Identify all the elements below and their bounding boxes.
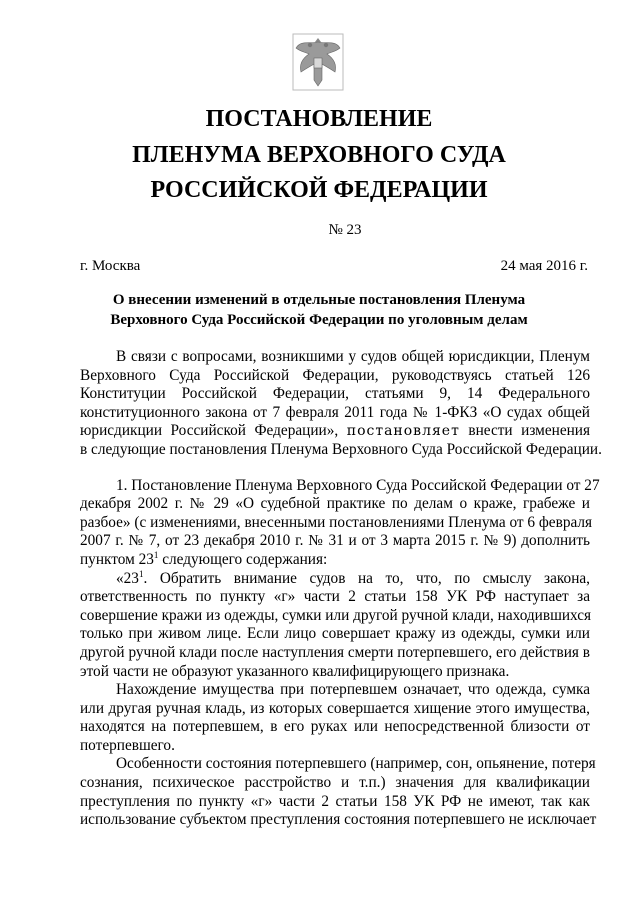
text-line: декабря 2002 г. № 29 «О судебной практике по делам о краже, грабеже и xyxy=(80,495,590,513)
document-title-line-2: ПЛЕНУМА ВЕРХОВНОГО СУДА xyxy=(132,142,506,168)
text-line: этой части не образуют указанного квалифицирующего признака. xyxy=(80,662,510,680)
preamble-paragraph xyxy=(80,348,602,460)
text-line: Верховного Суда Российской Федерации, руководствуясь статьей 126 xyxy=(80,366,590,384)
text-line: использование субъектом преступления состояния потерпевшего не исключает xyxy=(80,811,597,829)
document-date: 24 мая 2016 г. xyxy=(500,258,588,274)
document-number: № 23 xyxy=(328,222,362,238)
text-line: потерпевшего. xyxy=(80,736,175,754)
text-segment: следующего содержания: xyxy=(158,550,328,568)
text-line: преступления по пункту «г» части 2 статьи 158 УК РФ не имеют, так как xyxy=(80,792,590,810)
text-line: совершение кражи из одежды, сумки или другой ручной клади, находившихся xyxy=(80,606,592,624)
text-segment: . Обратить внимание судов на то, что, по смыслу закона, xyxy=(143,569,590,587)
text-line: в следующие постановления Пленума Верховного Суда Российской Федерации. xyxy=(80,440,602,458)
text-line: другой ручной клади после наступления смерти потерпевшего, его действия в xyxy=(80,643,590,661)
document-subject-line-1: О внесении изменений в отдельные постановления Пленума xyxy=(112,292,526,308)
text-line: 2007 г. № 7, от 23 декабря 2010 г. № 31 и от 3 марта 2015 г. № 9) дополнить xyxy=(80,532,590,550)
text-line xyxy=(80,422,590,441)
text-line: ответственность по пункту «г» части 2 статьи 158 УК РФ наступает за xyxy=(80,588,590,606)
superscript: 1 xyxy=(138,568,144,579)
document-city: г. Москва xyxy=(80,258,141,274)
operative-word: постановляет xyxy=(346,423,460,440)
text-line: Особенности состояния потерпевшего (например, сон, опьянение, потеря xyxy=(116,755,596,773)
russian-coat-of-arms-icon xyxy=(291,30,345,92)
text-line: сознания, психическое расстройство и т.п.) значения для квалификации xyxy=(80,774,590,792)
text-line xyxy=(80,551,590,570)
text-line xyxy=(80,570,590,589)
document-title-line-1: ПОСТАНОВЛЕНИЕ xyxy=(205,106,433,132)
text-segment: юрисдикции Российской Федерации», xyxy=(80,422,339,440)
text-line: Конституции Российской Федерации, статьями 9, 14 Федерального xyxy=(80,385,590,403)
text-segment: пунктом 23 xyxy=(80,550,154,568)
text-line: или другая ручная кладь, из которых совершается хищение этого имущества, xyxy=(80,699,590,717)
document-body xyxy=(80,348,602,830)
paragraph-23-1 xyxy=(80,570,590,682)
text-line: только при живом лице. Если лицо совершает кражу из одежды, сумки или xyxy=(80,625,590,643)
text-line: разбое» (с изменениями, внесенными постановлениями Пленума от 6 февраля xyxy=(80,513,593,531)
text-line: конституционного закона от 7 февраля 2011 года № 1-ФКЗ «О судах общей xyxy=(80,403,590,421)
item-1-paragraph xyxy=(80,476,600,570)
text-line: 1. Постановление Пленума Верховного Суда Российской Федерации от 27 xyxy=(116,476,600,494)
text-line: В связи с вопросами, возникшими у судов общей юрисдикции, Пленум xyxy=(116,348,590,365)
document-title-line-3: РОССИЙСКОЙ ФЕДЕРАЦИИ xyxy=(150,177,488,203)
paragraph-victim-state xyxy=(80,755,597,829)
paragraph-presence xyxy=(80,681,590,755)
document-subject-line-2: Верховного Суда Российской Федерации по уголовным делам xyxy=(110,312,528,328)
text-segment: «23 xyxy=(116,569,139,587)
superscript: 1 xyxy=(153,549,159,560)
text-segment: внести изменения xyxy=(468,422,591,440)
text-line: Нахождение имущества при потерпевшем означает, что одежда, сумка xyxy=(116,681,590,699)
text-line: находятся на потерпевшем, в его руках или непосредственной близости от xyxy=(80,718,590,736)
